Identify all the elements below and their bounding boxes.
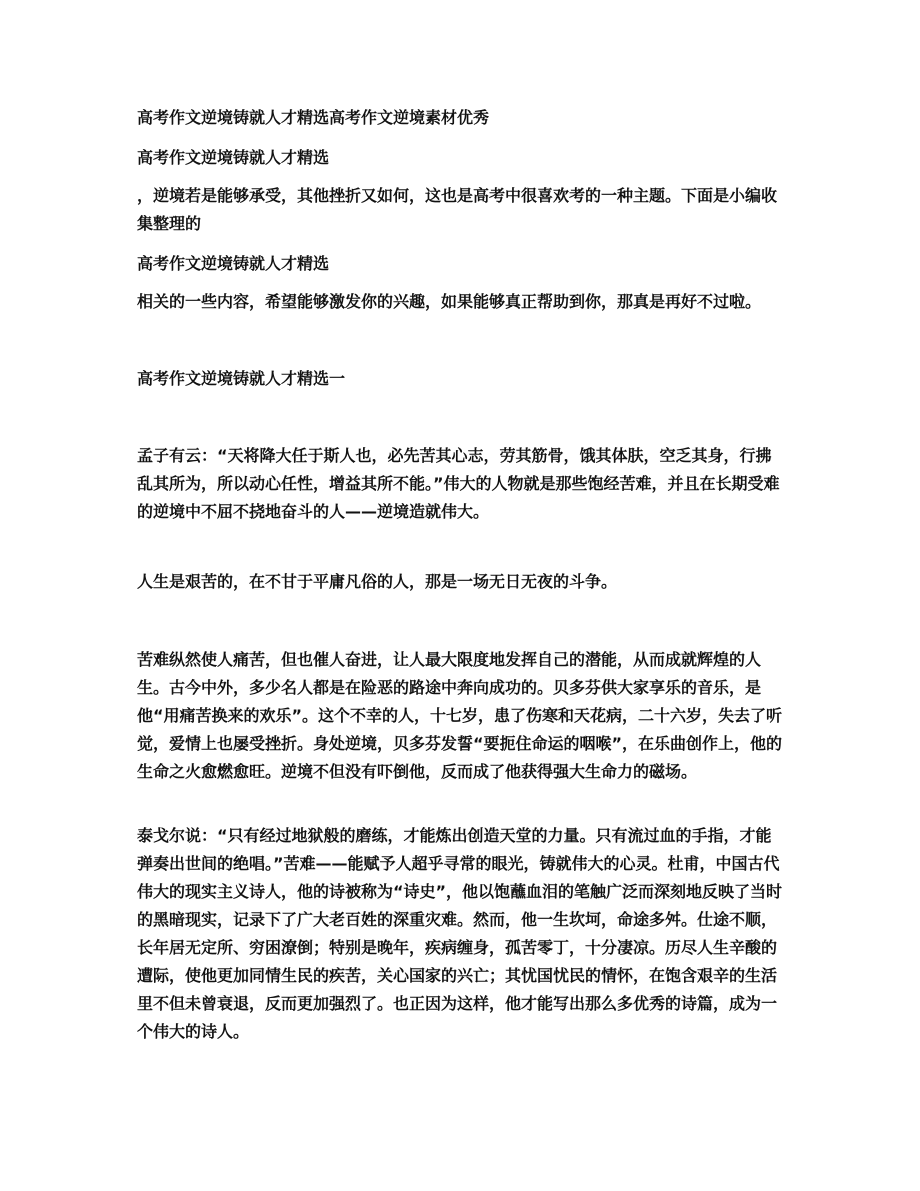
subtitle: 高考作文逆境铸就人才精选	[137, 254, 330, 273]
body-paragraph: 人生是艰苦的，在不甘于平庸凡俗的人，那是一场无日无夜的斗争。	[137, 572, 618, 591]
body-paragraph: 苦难纵然使人痛苦，但也催人奋进，让人最大限度地发挥自己的潜能，从而成就辉煌的人生。古今中外，多少名人都是在险恶的路途中奔向成功的。贝多芬供大家享乐的音乐，是他“用痛苦换来的欢乐”。这个不幸的人，十七岁，患了伤寒和天花病，二十六岁，失去了听觉，爱情上也屡受挫折。身处逆境，贝多芬发誓“要扼住命运的咽喉”，在乐曲创作上，他的生命之火愈燃愈旺。逆境不但没有吓倒他，反而成了他获得强大生命力的磁场。	[137, 650, 783, 781]
body-paragraph: 泰戈尔说：“只有经过地狱般的磨练，才能炼出创造天堂的力量。只有流过血的手指，才能弹奏出世间的绝唱。”苦难——能赋予人超乎寻常的眼光，铸就伟大的心灵。杜甫，中国古代伟大的现实主义诗人，他的诗被称为“诗史”，他以饱蘸血泪的笔触广泛而深刻地反映了当时的黑暗现实，记录下了广大老百姓的深重灾难。然而，他一生坎坷，命途多舛。仕途不顺，长年居无定所、穷困潦倒；特别是晚年，疾病缠身，孤苦零丁，十分凄凉。历尽人生辛酸的遭际，使他更加同情生民的疾苦，关心国家的兴亡；其忧国忧民的情怀，在饱含艰辛的生活里不但未曾衰退，反而更加强烈了。也正因为这样，他才能写出那么多优秀的诗篇，成为一个伟大的诗人。	[137, 826, 783, 1041]
intro-paragraph: 相关的一些内容，希望能够激发你的兴趣，如果能够真正帮助到你，那真是再好不过啦。	[137, 292, 762, 311]
document-title: 高考作文逆境铸就人才精选高考作文逆境素材优秀	[137, 108, 490, 127]
section-heading: 高考作文逆境铸就人才精选一	[137, 369, 346, 388]
subtitle: 高考作文逆境铸就人才精选	[137, 148, 330, 167]
body-paragraph: 孟子有云：“天将降大任于斯人也，必先苦其心志，劳其筋骨，饿其体肤，空乏其身，行拂乱其所为，所以动心任性，增益其所不能。”伟大的人物就是那些饱经苦难，并且在长期受难的逆境中不屈不挠地奋斗的人——逆境造就伟大。	[137, 446, 780, 521]
intro-paragraph: ，逆境若是能够承受，其他挫折又如何，这也是高考中很喜欢考的一种主题。下面是小编收集整理的	[137, 186, 778, 233]
